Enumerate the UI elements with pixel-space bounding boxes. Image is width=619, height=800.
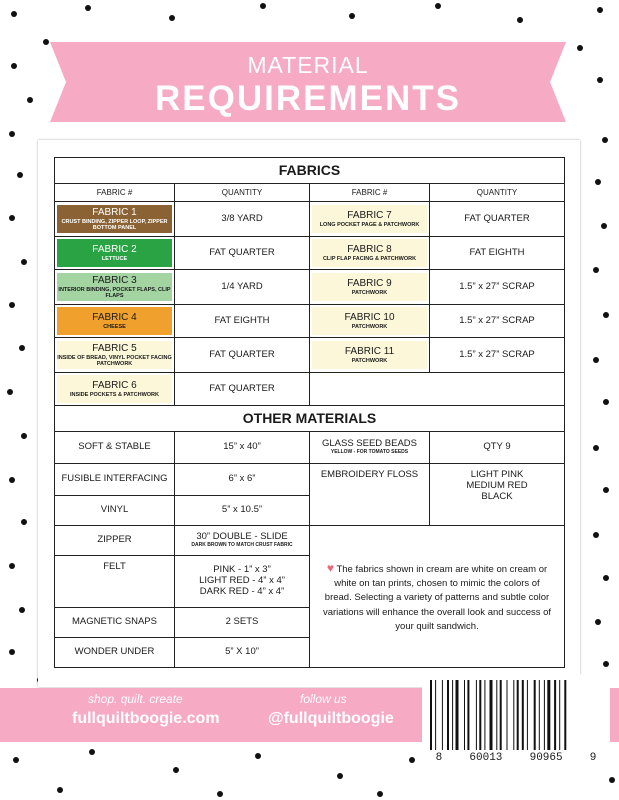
fabric-cell xyxy=(310,202,430,237)
barcode-bar xyxy=(452,680,453,750)
barcode-digit: 8 xyxy=(435,752,443,764)
fabric-use: CHEESE xyxy=(103,324,126,331)
fabric-qty: FAT QUARTER xyxy=(430,202,565,237)
fabric-cell xyxy=(310,305,430,338)
fabrics-header-row xyxy=(55,184,565,202)
header-line2: REQUIREMENTS xyxy=(155,79,461,118)
table-row xyxy=(55,432,565,464)
barcode-bar xyxy=(430,680,432,750)
material-name: FELT xyxy=(55,556,175,608)
footer-tagline: shop. quilt. create xyxy=(88,692,183,706)
fabric-name: FABRIC 1 xyxy=(92,206,137,218)
barcode-bar xyxy=(476,680,477,750)
barcode-bar xyxy=(484,680,485,750)
fabric-use: CLIP FLAP FACING & PATCHWORK xyxy=(322,256,417,263)
material-name: SOFT & STABLE xyxy=(55,432,175,464)
fabric-cell xyxy=(55,305,175,338)
other-materials-title: OTHER MATERIALS xyxy=(55,406,565,432)
barcode-bar xyxy=(479,680,481,750)
footer-website[interactable]: fullquiltboogie.com xyxy=(72,710,220,727)
barcode-bar xyxy=(513,680,514,750)
barcode-bar xyxy=(517,680,519,750)
table-row xyxy=(55,338,565,373)
material-qty-line: LIGHT PINK xyxy=(470,469,524,480)
fabrics-title: FABRICS xyxy=(55,158,565,184)
barcode-bar xyxy=(522,680,524,750)
col-quantity: QUANTITY xyxy=(175,184,310,202)
material-qty-line: BLACK xyxy=(481,490,513,502)
material-qty-line: LIGHT RED - 4” x 4” xyxy=(199,575,285,587)
fabric-use: LETTUCE xyxy=(101,256,128,263)
table-row xyxy=(55,464,565,496)
table-row xyxy=(55,270,565,305)
fabric-qty: 1.5” x 27” SCRAP xyxy=(430,338,565,373)
fabric-qty: 1/4 YARD xyxy=(175,270,310,305)
barcode-bars xyxy=(430,680,602,750)
material-qty-cell xyxy=(175,526,310,556)
fabric-qty: 1.5” x 27” SCRAP xyxy=(430,305,565,338)
barcode-bar xyxy=(464,680,465,750)
material-note: YELLOW - FOR TOMATO SEEDS xyxy=(330,449,409,456)
fabric-qty: FAT QUARTER xyxy=(175,237,310,270)
barcode-digit: 60013 xyxy=(469,752,503,764)
fabric-name: FABRIC 2 xyxy=(92,243,137,255)
empty-cell xyxy=(310,373,565,406)
material-name: WONDER UNDER xyxy=(55,638,175,668)
fabric-use: LONG POCKET PAGE & PATCHWORK xyxy=(319,222,420,229)
barcode-bar xyxy=(507,680,508,750)
fabric-use: INSIDE OF BREAD, VINYL POCKET FACING PATCHWORK xyxy=(57,355,172,368)
fabric-cell xyxy=(55,373,175,406)
fabric-use: PATCHWORK xyxy=(351,358,388,365)
fabric-qty: FAT QUARTER xyxy=(175,373,310,406)
table-row xyxy=(55,526,565,556)
material-name: VINYL xyxy=(55,496,175,526)
fabric-use: INTERIOR BINDING, POCKET FLAPS, CLIP FLAPS xyxy=(58,287,171,300)
material-qty: 30” DOUBLE - SLIDE xyxy=(196,531,288,543)
material-name: ZIPPER xyxy=(55,526,175,556)
header-line1: MATERIAL xyxy=(247,52,369,78)
fabric-name: FABRIC 5 xyxy=(92,342,137,354)
table-row xyxy=(55,373,565,406)
barcode-bar xyxy=(559,680,560,750)
material-qty-cell xyxy=(430,464,565,526)
fabric-cell xyxy=(310,237,430,270)
barcode-bar xyxy=(544,680,545,750)
barcode-bar xyxy=(547,680,550,750)
heart-icon: ♥ xyxy=(326,560,334,575)
barcode xyxy=(422,674,610,770)
material-qty-line: PINK - 1” x 3” xyxy=(213,564,271,576)
fabric-use: PATCHWORK xyxy=(351,324,388,331)
barcode-bar xyxy=(456,680,459,750)
material-note: DARK BROWN TO MATCH CRUST FABRIC xyxy=(191,542,293,549)
fabric-name: FABRIC 4 xyxy=(92,311,137,323)
barcode-bar xyxy=(435,680,436,750)
table-row xyxy=(55,305,565,338)
fabric-name: FABRIC 7 xyxy=(347,209,392,221)
fabric-use: INSIDE POCKETS & PATCHWORK xyxy=(69,392,160,399)
material-qty-line: DARK RED - 4” x 4” xyxy=(199,585,285,597)
fabric-use: PATCHWORK xyxy=(351,290,388,297)
barcode-bar xyxy=(447,680,449,750)
fabric-note xyxy=(310,526,565,668)
col-fabric: FABRIC # xyxy=(310,184,430,202)
material-name: FUSIBLE INTERFACING xyxy=(55,464,175,496)
material-qty: 5” x 10.5” xyxy=(175,496,310,526)
material-name: GLASS SEED BEADS xyxy=(321,438,418,450)
material-qty: 15” x 40” xyxy=(175,432,310,464)
fabric-use: CRUST BINDING, ZIPPER LOOP, ZIPPER BOTTOM PANEL xyxy=(61,219,168,232)
note-text: The fabrics shown in cream are white on cream or white on tan prints, chosen to mimic the colors of bread. Selecting a variety of patterns and subtle color variations will enhance the overall look and success of your quilt sandwich. xyxy=(322,563,552,632)
requirements-table xyxy=(54,157,565,668)
table-row xyxy=(55,237,565,270)
barcode-bar xyxy=(496,680,497,750)
material-qty: 2 SETS xyxy=(175,608,310,638)
barcode-bar xyxy=(500,680,502,750)
material-qty: 5” X 10” xyxy=(175,638,310,668)
fabric-name: FABRIC 8 xyxy=(347,243,392,255)
material-qty: QTY 9 xyxy=(430,432,565,464)
fabric-cell xyxy=(55,338,175,373)
col-fabric: FABRIC # xyxy=(55,184,175,202)
material-qty-line: MEDIUM RED xyxy=(466,479,528,491)
fabric-cell xyxy=(310,338,430,373)
material-cell xyxy=(310,432,430,464)
fabric-name: FABRIC 10 xyxy=(344,311,395,323)
fabric-cell xyxy=(310,270,430,305)
barcode-bar xyxy=(554,680,556,750)
barcode-bar xyxy=(534,680,536,750)
barcode-digit: 9 xyxy=(589,752,597,764)
barcode-bar xyxy=(539,680,540,750)
fabric-cell xyxy=(55,202,175,237)
material-qty-cell xyxy=(175,556,310,608)
barcode-digit: 90965 xyxy=(529,752,563,764)
fabric-qty: FAT EIGHTH xyxy=(175,305,310,338)
fabric-qty: FAT QUARTER xyxy=(175,338,310,373)
fabric-qty: FAT EIGHTH xyxy=(430,237,565,270)
barcode-bar xyxy=(490,680,493,750)
barcode-bar xyxy=(527,680,528,750)
footer-follow: follow us xyxy=(300,692,347,706)
fabric-name: FABRIC 11 xyxy=(344,345,395,357)
material-qty: 6” x 6” xyxy=(175,464,310,496)
fabric-cell xyxy=(55,237,175,270)
fabric-cell xyxy=(55,270,175,305)
footer-handle[interactable]: @fullquiltboogie xyxy=(268,710,394,727)
material-name: EMBROIDERY FLOSS xyxy=(310,464,430,526)
fabric-qty: 1.5” x 27” SCRAP xyxy=(430,270,565,305)
fabric-name: FABRIC 9 xyxy=(347,277,392,289)
barcode-bar xyxy=(467,680,469,750)
barcode-bar xyxy=(564,680,566,750)
fabric-qty: 3/8 YARD xyxy=(175,202,310,237)
barcode-digits xyxy=(422,752,610,764)
header-banner xyxy=(50,42,566,122)
table-row xyxy=(55,202,565,237)
fabric-name: FABRIC 3 xyxy=(92,274,137,286)
material-name: MAGNETIC SNAPS xyxy=(55,608,175,638)
col-quantity: QUANTITY xyxy=(430,184,565,202)
fabric-name: FABRIC 6 xyxy=(92,379,137,391)
barcode-bar xyxy=(442,680,443,750)
